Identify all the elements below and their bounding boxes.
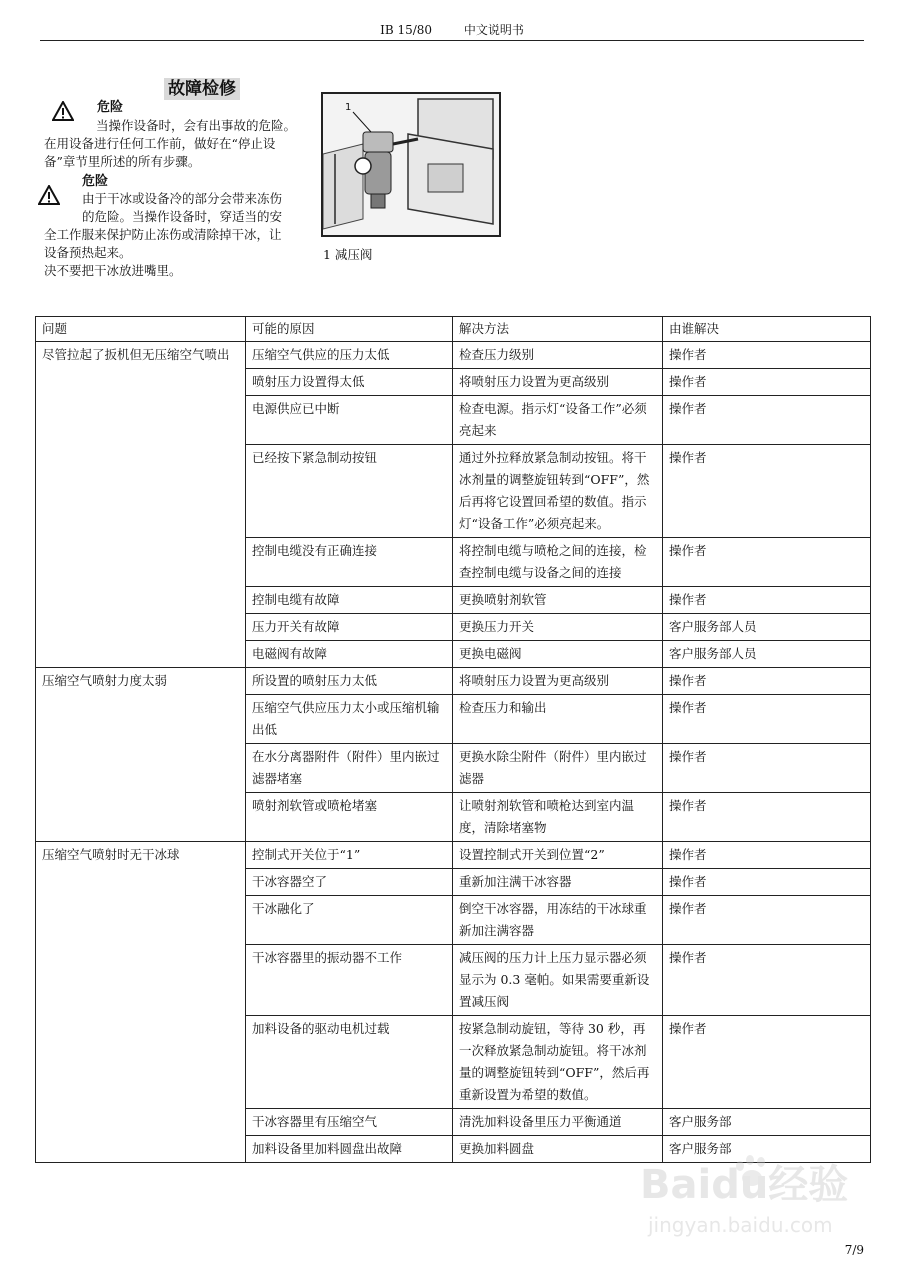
- who-cell: 操作者: [663, 793, 871, 842]
- cause-cell: 喷射剂软管或喷枪堵塞: [246, 793, 453, 842]
- column-header-solution: 解决方法: [453, 317, 663, 342]
- cause-cell: 电磁阀有故障: [246, 641, 453, 668]
- solution-cell: 检查电源。指示灯“设备工作”必须亮起来: [453, 396, 663, 445]
- who-cell: 操作者: [663, 396, 871, 445]
- solution-cell: 检查压力级别: [453, 342, 663, 369]
- watermark-brand: Baidu经验: [640, 1162, 849, 1208]
- cause-cell: 干冰容器里有压缩空气: [246, 1109, 453, 1136]
- table-body: [36, 342, 871, 1163]
- solution-cell: 倒空干冰容器，用冻结的干冰球重新加注满容器: [453, 896, 663, 945]
- pressure-valve-illustration: [323, 94, 499, 235]
- pressure-valve-photo: [321, 92, 501, 237]
- solution-cell: 检查压力和输出: [453, 695, 663, 744]
- cause-cell: 在水分离器附件（附件）里内嵌过滤器堵塞: [246, 744, 453, 793]
- column-header-cause: 可能的原因: [246, 317, 453, 342]
- doc-id: IB 15/80: [380, 23, 433, 37]
- table-row: [36, 342, 871, 369]
- warning-triangle-icon: [52, 101, 74, 121]
- solution-cell: 按紧急制动旋钮，等待 30 秒，再一次释放紧急制动旋钮。将干冰剂量的调整旋钮转到“OFF”，然后再重新设置为希望的数值。: [453, 1016, 663, 1109]
- warning-label: 危险: [82, 174, 109, 189]
- warning-triangle-icon: [38, 185, 60, 205]
- photo-callout-number: 1: [345, 102, 352, 113]
- table-row: [36, 668, 871, 695]
- warning-text-line: 设备预热起来。: [44, 245, 132, 260]
- solution-cell: 更换压力开关: [453, 614, 663, 641]
- who-cell: 操作者: [663, 668, 871, 695]
- table-header-row: [36, 317, 871, 342]
- who-cell: 操作者: [663, 445, 871, 538]
- section-title: 故障检修: [164, 78, 240, 100]
- cause-cell: 压缩空气供应的压力太低: [246, 342, 453, 369]
- cause-cell: 控制电缆有故障: [246, 587, 453, 614]
- who-cell: 操作者: [663, 744, 871, 793]
- solution-cell: 让喷射剂软管和喷枪达到室内温度，清除堵塞物: [453, 793, 663, 842]
- cause-cell: 干冰容器空了: [246, 869, 453, 896]
- solution-cell: 重新加注满干冰容器: [453, 869, 663, 896]
- who-cell: 操作者: [663, 538, 871, 587]
- cause-cell: 已经按下紧急制动按钮: [246, 445, 453, 538]
- solution-cell: 清洗加料设备里压力平衡通道: [453, 1109, 663, 1136]
- warning-text-line: 的危险。当操作设备时，穿适当的安: [82, 209, 283, 224]
- problem-cell: 尽管拉起了扳机但无压缩空气喷出: [36, 342, 246, 668]
- cause-cell: 干冰容器里的振动器不工作: [246, 945, 453, 1016]
- baidu-jingyan-watermark: [640, 1150, 870, 1240]
- who-cell: 客户服务部: [663, 1109, 871, 1136]
- problem-cell: 压缩空气喷射力度太弱: [36, 668, 246, 842]
- doc-title: 中文说明书: [463, 23, 524, 37]
- cause-cell: 控制电缆没有正确连接: [246, 538, 453, 587]
- who-cell: 操作者: [663, 945, 871, 1016]
- who-cell: 客户服务部人员: [663, 614, 871, 641]
- cause-cell: 喷射压力设置得太低: [246, 369, 453, 396]
- cause-cell: 控制式开关位于“1”: [246, 842, 453, 869]
- who-cell: 客户服务部: [663, 1136, 871, 1163]
- warning-text-line: 全工作服来保护防止冻伤或清除掉干冰，让: [44, 227, 282, 242]
- cause-cell: 电源供应已中断: [246, 396, 453, 445]
- problem-cell: 压缩空气喷射时无干冰球: [36, 842, 246, 1163]
- solution-cell: 将控制电缆与喷枪之间的连接，检查控制电缆与设备之间的连接: [453, 538, 663, 587]
- solution-cell: 减压阀的压力计上压力显示器必须显示为 0.3 毫帕。如果需要重新设置减压阀: [453, 945, 663, 1016]
- warning-text-line: 当操作设备时，会有出事故的危险。: [96, 118, 297, 133]
- cause-cell: 加料设备里加料圆盘出故障: [246, 1136, 453, 1163]
- solution-cell: 更换加料圆盘: [453, 1136, 663, 1163]
- who-cell: 操作者: [663, 842, 871, 869]
- solution-cell: 更换电磁阀: [453, 641, 663, 668]
- column-header-problem: 问题: [36, 317, 246, 342]
- solution-cell: 更换水除尘附件（附件）里内嵌过滤器: [453, 744, 663, 793]
- troubleshooting-table: [35, 316, 871, 1163]
- solution-cell: 将喷射压力设置为更高级别: [453, 369, 663, 396]
- who-cell: 操作者: [663, 896, 871, 945]
- warning-label: 危险: [97, 100, 124, 115]
- warning-text-line: 由于干冰或设备冷的部分会带来冻伤: [82, 191, 283, 206]
- solution-cell: 设置控制式开关到位置“2”: [453, 842, 663, 869]
- cause-cell: 压力开关有故障: [246, 614, 453, 641]
- watermark-url: jingyan.baidu.com: [648, 1213, 833, 1237]
- page-number: 7/9: [844, 1243, 864, 1257]
- who-cell: 操作者: [663, 369, 871, 396]
- cause-cell: 所设置的喷射压力太低: [246, 668, 453, 695]
- who-cell: 操作者: [663, 342, 871, 369]
- warning-text-line: 备”章节里所述的所有步骤。: [44, 154, 201, 169]
- who-cell: 操作者: [663, 1016, 871, 1109]
- cause-cell: 干冰融化了: [246, 896, 453, 945]
- who-cell: 操作者: [663, 869, 871, 896]
- page-header: [40, 22, 864, 41]
- who-cell: 客户服务部人员: [663, 641, 871, 668]
- solution-cell: 更换喷射剂软管: [453, 587, 663, 614]
- who-cell: 操作者: [663, 695, 871, 744]
- photo-caption: 1 减压阀: [323, 247, 373, 262]
- warning-text-line: 在用设备进行任何工作前，做好在“停止设: [44, 136, 276, 151]
- warning-text-line: 决不要把干冰放进嘴里。: [44, 263, 182, 278]
- solution-cell: 通过外拉释放紧急制动按钮。将干冰剂量的调整旋钮转到“OFF”，然后再将它设置回希望的数值。指示灯“设备工作”必须亮起来。: [453, 445, 663, 538]
- who-cell: 操作者: [663, 587, 871, 614]
- solution-cell: 将喷射压力设置为更高级别: [453, 668, 663, 695]
- column-header-who: 由谁解决: [663, 317, 871, 342]
- cause-cell: 压缩空气供应压力太小或压缩机输出低: [246, 695, 453, 744]
- table-row: [36, 842, 871, 869]
- cause-cell: 加料设备的驱动电机过载: [246, 1016, 453, 1109]
